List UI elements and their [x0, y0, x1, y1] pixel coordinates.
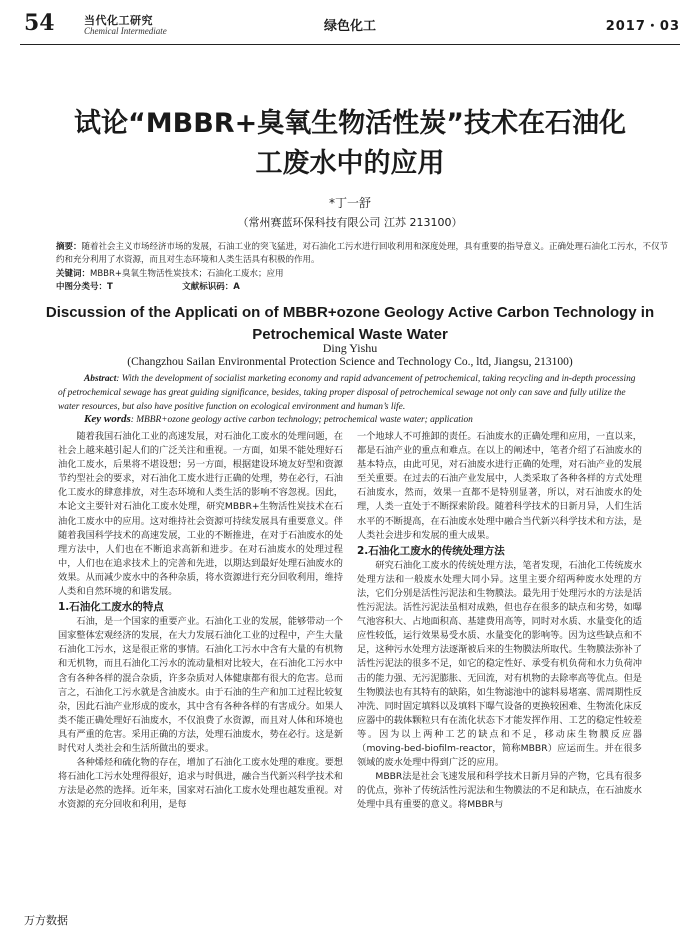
abstract-zh-label: 摘要： — [56, 242, 82, 252]
doc-value: A — [233, 282, 240, 292]
paragraph: 各种烯烃和硫化物的存在，增加了石油化工废水处理的难度。要想将石油化工污水处理得很好，追求与时俱进，融合当代新兴科学技术和方法是必然的选择。近年来，国家对石油化工废水处理也越发重视。对水资源的充分回收和利用，是每 — [58, 757, 343, 811]
article-title-en — [0, 302, 700, 346]
page-number: 54 — [24, 10, 55, 36]
title-zh-line-2: 工废水中的应用 — [255, 148, 445, 179]
paragraph: MBBR法是社会飞速发展和科学技术日新月异的产物，它具有很多的优点，弥补了传统活性污泥法和生物膜法的不足和缺点，在石油废水处理中具有重要的意义。将MBBR与 — [357, 771, 642, 811]
keywords-zh-text: MBBR+臭氧生物活性炭技术；石油化工废水；应用 — [90, 269, 284, 279]
keywords-en-text: : MBBR+ozone geology active carbon technology; petrochemical waste water; application — [130, 415, 473, 425]
issue-number: 2017・03 — [605, 19, 680, 34]
paragraph: 研究石油化工废水的传统处理方法，笔者发现，石油化工传统废水处理方法和一般废水处理大同小异。这里主要介绍两种废水处理的方法，它们分别是活性污泥法和生物膜法。最先用于处理污水的方法是活性污泥法。活性污泥法虽相对成熟，但也存在很多的缺点和劣势，如曝气池容积大、占地面积高、基建费用高等，同时对水质、水量变化的适应性较低，运行效果易受水质、水量变化的影响等。因为这些缺点和不足，这种污水处理方法逐渐被后来的生物膜法所取代。生物膜法弥补了活性污泥法的很多不足，如它的稳定性好、承受有机负荷和水力负荷冲击的能力强、无污泥膨胀、无回流，对有机物的去除率高等优点。但是生物膜法也有其特有的缺陷，如生物滤池中的滤料易堵塞、需周期性反冲洗、同时固定填料以及填料下曝气设备的更换较困难、生物流化床反应器中的载体颗粒只有在流化状态下才能发挥作用、工艺的稳定性较差等。因为以上两种工艺的缺点和不足，移动床生物膜反应器（moving-bed-biofilm-reactor，简称MBBR）应运而生。并在很多领域的废水处理中得到广泛的应用。 — [357, 559, 642, 769]
paragraph: 石油，是一个国家的重要产业。石油化工业的发展，能够带动一个国家整体宏观经济的发展，在大力发展石油化工业的过程中，产生大量石油化工污水，这是很正常的事情。石油化工污水中含有大量的有机物和无机物，而且石油化工污水的流动量相对比较大，在石油化工污水中含有各种各样的混合杂质，许多杂质对人体健康都有很大的危害。总而言之，石油化工污水就是含油废水。由于石油的生产和加工过程比较复杂，因此石油产业形成的废水，其中含有各种各样的有害成分。如果人类不能正确处理好石油废水，不仅浪费了水资源，而且对人体和环境也具有严重的危害。采用正确的方法，处理石油废水，势在必行。这是新时代对人类社会和生活所做出的要求。 — [58, 616, 343, 754]
classification — [56, 281, 676, 294]
keywords-zh — [56, 268, 676, 281]
header-rule — [20, 44, 680, 45]
paragraph: 随着我国石油化工业的高速发展，对石油化工废水的处理问题，在社会上越来越引起人们的广泛关注和重视。一方面，如果不能处理好石油化工废水，后果将不堪设想；另一方面，根据建设环境友好型和资源节约型社会的要求，对石油化工废水进行正确的处理，势在必行，石油化工废水的肆意排放，对生态环境和人类生活的影响不容忽视。因此，本论文主要针对石油化工废水处理，研究MBBR+生物活性炭技术在石油化工废水中的应用。这对维持社会资源可持续发展具有重要意义。伴随着我国科学技术的高速发展，工业的不断推进，在对于石油废水的处理方法中，人们也在不断追求高新和进步。在对石油废水的处理过程中，人们也在追求技术上的完善和先进，以期达到最好处理石油废水的效果。从而减少废水中的各种杂质，将水资源进行充分回收利用，维持人类和自然环境的和谐发展。 — [58, 431, 343, 598]
author-zh: *丁一舒 — [328, 196, 371, 210]
body-column-right — [357, 430, 642, 812]
section-heading-1: 1.石油化工废水的特点 — [58, 601, 164, 614]
affiliation-en: (Changzhou Sailan Environmental Protection Science and Technology Co., ltd, Jiangsu, 213100) — [127, 356, 573, 368]
keywords-zh-label: 关键词： — [56, 269, 91, 279]
clc-label: 中图分类号： — [56, 282, 108, 292]
section-title: 绿色化工 — [323, 19, 376, 34]
affiliation-zh: （常州赛蓝环保科技有限公司 江苏 213100） — [237, 216, 463, 229]
paragraph: 一个地球人不可推卸的责任。石油废水的正确处理和应用，一直以来，都是石油产业的重点和难点。在以上的阐述中，笔者介绍了石油废水的基本特点，由此可见，对石油废水进行正确的处理，对石油产业的发展至关重要。在过去的石油产业发展中，人类采取了各种各样的方式处理石油废水，然而，效果一直都不是特别显著，所以，对石油废水的处理，人类一直处于不断探索阶段。随着科学技术的日新月异，人们生活水平的不断提高，在石油废水处理中融合当代新兴科学技术和方法，是人类社会进步和发展的重大成果。 — [357, 431, 642, 541]
article-title-zh — [0, 104, 700, 184]
abstract-zh-text: 随着社会主义市场经济市场的发展，石油工业的突飞猛进，对石油化工污水进行回收利用和深度处理，具有重要的指导意义。正确处理石油化工污水，不仅节约和充分利用了水资源，而且对生态环境和人类生活具有积极的作用。 — [56, 242, 669, 265]
journal-name: 当代化工研究 — [84, 14, 153, 27]
body-column-left — [58, 430, 343, 812]
keywords-en — [84, 413, 473, 425]
footer-watermark: 万方数据 — [24, 914, 68, 927]
title-en-line-2: Petrochemical Waste Water — [252, 326, 448, 343]
section-heading-2: 2.石油化工废水的传统处理方法 — [357, 544, 505, 557]
abstract-en-label: Abstract — [84, 374, 117, 384]
abstract-zh — [56, 241, 676, 267]
keywords-en-label: Key words — [84, 413, 131, 425]
doc-label: 文献标识码： — [182, 282, 234, 292]
clc-value: T — [107, 282, 113, 292]
author-en: Ding Yishu — [322, 341, 378, 355]
title-en-line-1: Discussion of the Applicati on of MBBR+ozone Geology Active Carbon Technology in — [45, 304, 655, 321]
abstract-en-text: : With the development of socialist marketing economy and rapid advancement of petrochemical, taking recycling and in-depth processing of petrochemical sewage has great guiding significance, besides, taking proper disposal of petrochemical sewage not only can save and fully utilize the water resources, but also have positive function on ecological environment and human’s life. — [58, 374, 636, 412]
title-zh-line-1: 试论“MBBR+臭氧生物活性炭”技术在石油化 — [74, 108, 626, 139]
abstract-en — [58, 372, 640, 414]
journal-name-en: Chemical Intermediate — [84, 26, 167, 36]
